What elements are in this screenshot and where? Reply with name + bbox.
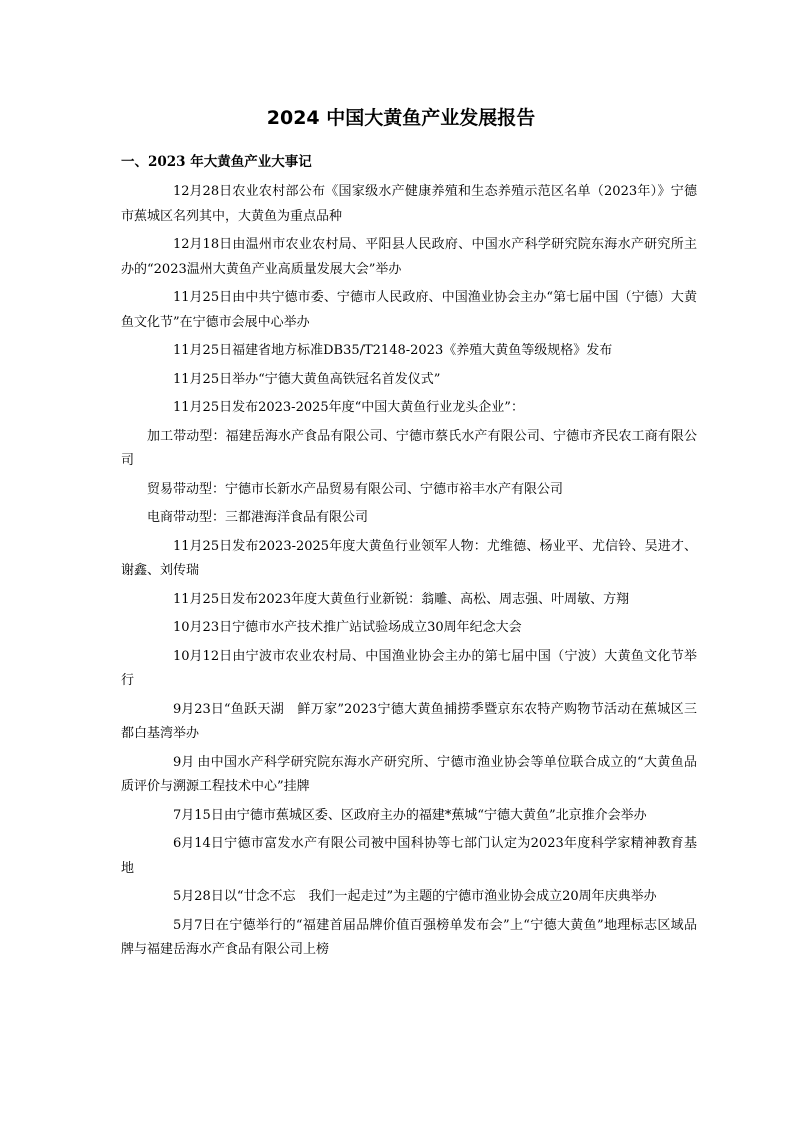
event-date: 11月25日	[173, 371, 233, 387]
event-entry	[121, 535, 697, 584]
event-text: 由中国水产科学研究院东海水产研究所、宁德市渔业协会等单位联合成立的“大黄鱼品质评价与溯源工程技术中心”挂牌	[121, 754, 697, 794]
event-list	[121, 180, 697, 967]
event-text: 电商带动型：三都港海洋食品有限公司	[147, 510, 369, 525]
event-date: 12月28日	[173, 184, 233, 199]
event-entry	[121, 233, 697, 282]
event-date: 12月18日	[173, 237, 233, 252]
event-text: 福建省地方标准DB35/T2148-2023《养殖大黄鱼等级规格》发布	[232, 343, 613, 358]
event-text: 以“廿念不忘 我们一起走过”为主题的宁德市渔业协会成立20周年庆典举办	[223, 889, 657, 904]
event-date: 9月	[173, 754, 195, 770]
event-text: 宁德市水产技术推广站试验场成立30周年纪念大会	[232, 620, 522, 635]
event-text: 宁德市富发水产有限公司被中国科协等七部门认定为2023年度科学家精神教育基地	[121, 836, 697, 876]
event-date: 9月23日	[173, 701, 224, 717]
event-entry	[121, 180, 697, 229]
event-date: 10月23日	[173, 620, 233, 635]
event-date: 6月14日	[173, 836, 224, 851]
event-entry	[121, 588, 697, 613]
event-text: 加工带动型：福建岳海水产食品有限公司、宁德市蔡氏水产有限公司、宁德市齐民农工商有限公司	[121, 428, 697, 468]
event-entry	[121, 832, 697, 881]
section-heading: 一、2023 年大黄鱼产业大事记	[121, 154, 312, 170]
event-entry	[121, 645, 697, 694]
event-entry	[121, 885, 697, 910]
event-text: 农业农村部公布《国家级水产健康养殖和生态养殖示范区名单（2023年）》宁德市蕉城区名列其中，大黄鱼为重点品种	[121, 184, 697, 224]
event-entry	[121, 751, 697, 800]
event-entry	[121, 804, 697, 829]
event-text: 发布2023-2025年度大黄鱼行业领军人物：尤维德、杨业平、尤信铃、吴进才、谢鑫、刘传瑞	[121, 538, 697, 578]
event-text: 在宁德举行的“福建首届品牌价值百强榜单发布会”上“宁德大黄鱼”地理标志区域品牌与福建岳海水产食品有限公司上榜	[121, 917, 697, 957]
event-entry	[121, 698, 697, 747]
event-entry	[121, 396, 697, 421]
event-entry	[121, 425, 697, 474]
event-date: 7月15日	[173, 807, 224, 823]
event-text: 由宁波市农业农村局、中国渔业协会主办的第七届中国（宁波）大黄鱼文化节举行	[121, 648, 697, 688]
event-entry	[121, 616, 697, 641]
event-text: 贸易带动型：宁德市长新水产品贸易有限公司、宁德市裕丰水产有限公司	[147, 481, 564, 497]
event-date: 11月25日	[173, 343, 233, 358]
event-text: 发布2023-2025年度“中国大黄鱼行业龙头企业”：	[232, 400, 524, 415]
event-entry	[121, 368, 697, 393]
event-text: 由温州市农业农村局、平阳县人民政府、中国水产科学研究院东海水产研究所主办的“2023温州大黄鱼产业高质量发展大会”举办	[121, 237, 697, 277]
event-text: 举办“宁德大黄鱼高铁冠名首发仪式”	[232, 371, 441, 387]
event-date: 11月25日	[173, 538, 233, 554]
event-date: 5月28日	[173, 889, 224, 904]
event-date: 10月12日	[173, 648, 233, 664]
document-title: 2024 中国大黄鱼产业发展报告	[266, 107, 536, 129]
event-date: 11月25日	[173, 591, 233, 607]
event-entry	[121, 478, 697, 503]
event-date: 11月25日	[173, 400, 233, 415]
event-entry	[121, 506, 697, 531]
event-entry	[121, 339, 697, 364]
event-text: 由中共宁德市委、宁德市人民政府、中国渔业协会主办“第七届中国（宁德）大黄鱼文化节”在宁德市会展中心举办	[121, 290, 697, 330]
event-text: “鱼跃天湖 鲜万家”2023宁德大黄鱼捕捞季暨京东农特产购物节活动在蕉城区三都白基湾举办	[121, 701, 697, 741]
event-date: 5月7日	[173, 917, 216, 933]
event-text: 发布2023年度大黄鱼行业新锐：翁雕、高松、周志强、叶周敏、方翔	[232, 591, 630, 607]
event-date: 11月25日	[173, 290, 233, 305]
event-entry	[121, 914, 697, 963]
event-text: 由宁德市蕉城区委、区政府主办的福建*蕉城“宁德大黄鱼”北京推介会举办	[223, 807, 647, 823]
event-entry	[121, 286, 697, 335]
